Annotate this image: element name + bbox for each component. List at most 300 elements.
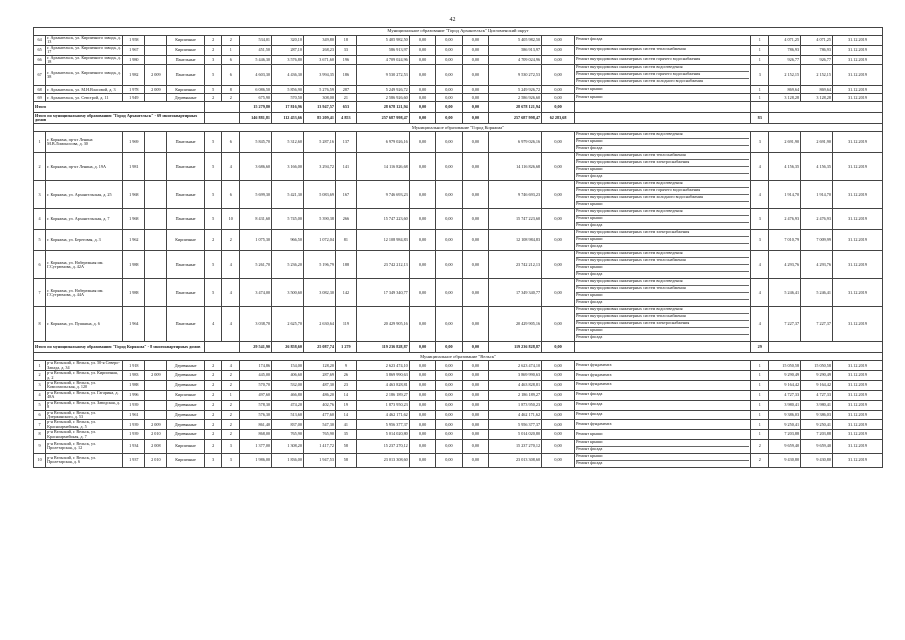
cell-p2: 3 128,28	[801, 94, 833, 102]
work-type: Ремонт фасада	[576, 446, 603, 451]
cell-fl: 3	[204, 55, 222, 65]
cell-fl: 2	[204, 45, 222, 55]
cell-f3: 0,00	[462, 361, 488, 371]
section-header	[34, 28, 883, 36]
cell-f1: 0,00	[409, 307, 435, 342]
cell-fl: 5	[204, 132, 222, 153]
cell-res: 33	[335, 45, 356, 55]
cell-a2: 1 308,20	[272, 439, 304, 453]
cell-addr: р-н Вельский, г. Вельск, ул. Красноармейская, д. 5	[46, 420, 123, 430]
cell-f3: 0,00	[462, 279, 488, 307]
cell-y2	[145, 279, 167, 307]
cell-date: 31.12.2019	[832, 400, 882, 410]
cell-a3: 128,20	[303, 361, 335, 371]
work-types-cell	[575, 410, 751, 420]
cell-date: 31.12.2019	[832, 45, 882, 55]
cell-ent: 2	[222, 400, 240, 410]
cell-res: 137	[335, 132, 356, 153]
cell-a2: 3 576,80	[272, 55, 304, 65]
cell-cost: 1 873 950,23	[356, 400, 409, 410]
cell-n: 6	[34, 410, 46, 420]
cell-cost: 2 186 189,27	[356, 390, 409, 400]
cell-y2	[145, 390, 167, 400]
cell-fl: 2	[204, 36, 222, 46]
cell-f2: 0,00	[436, 132, 462, 153]
total-res: 653	[335, 102, 356, 113]
cell-f2: 0,00	[436, 45, 462, 55]
cell-z: 0,00	[542, 181, 575, 209]
work-types-cell	[575, 55, 751, 65]
cell-p2: 5 246,41	[801, 279, 833, 307]
cell-own: 4 463 828,81	[489, 381, 542, 391]
cell-p2: 9 430,80	[801, 453, 833, 467]
cell-p2: 15 050,58	[801, 361, 833, 371]
cell-a3: 268,23	[303, 45, 335, 55]
cell-addr: г. Коряжма, пр-кт Ленина, д. 19А	[46, 153, 123, 181]
cell-ent: 4	[222, 279, 240, 307]
work-type: Ремонт фасада	[576, 244, 603, 249]
cell-y2	[145, 153, 167, 181]
cell-p2: 1 914,70	[801, 181, 833, 209]
cell-z: 0,00	[542, 65, 575, 86]
cell-n: 3	[34, 381, 46, 391]
cell-res: 287	[335, 86, 356, 94]
work-type: Ремонт фасада	[576, 392, 603, 397]
cell-a3: 3 994,35	[303, 65, 335, 86]
cell-p1: 4 071,25	[769, 36, 801, 46]
cell-cost: 5 014 020,80	[356, 430, 409, 440]
cell-ent: 4	[222, 153, 240, 181]
cell-ent: 2	[222, 371, 240, 381]
cell-addr: г. Коряжма, ул. Набережная им. Г.Сутрюмова, д. 44А	[46, 279, 123, 307]
cell-y2	[145, 181, 167, 209]
cell-date: 31.12.2019	[832, 94, 882, 102]
cell-n: 4	[34, 209, 46, 230]
cell-f2: 0,00	[436, 410, 462, 420]
cell-k: 1	[751, 86, 769, 94]
work-type: Ремонт фундамента	[576, 372, 612, 377]
work-type: Ремонт внутридомовых инженерных систем электроснабжения	[576, 160, 749, 167]
cell-f3: 0,00	[462, 410, 488, 420]
cell-f3: 0,00	[462, 420, 488, 430]
cell-p2: 2 691,90	[801, 132, 833, 153]
cell-y1: 1 961	[123, 410, 145, 420]
table-row	[34, 420, 883, 430]
cell-n: 66	[34, 55, 46, 65]
cell-date: 31.12.2019	[832, 209, 882, 230]
work-type: Ремонт фасада	[576, 335, 603, 340]
cell-a2: 474,20	[272, 400, 304, 410]
cell-fl: 2	[204, 230, 222, 251]
capital-repair-table	[33, 27, 883, 468]
cell-p2: 4 293,76	[801, 251, 833, 279]
cell-cost: 4 462 171,62	[356, 410, 409, 420]
cell-addr: г. Архангельск, ул. Севстрой, д. 11	[46, 94, 123, 102]
cell-n: 8	[34, 430, 46, 440]
cell-f3: 0,00	[462, 430, 488, 440]
cell-n: 2	[34, 153, 46, 181]
cell-a3: 3 294,72	[303, 153, 335, 181]
cell-a2: 5 745,00	[272, 209, 304, 230]
cell-z: 0,00	[542, 410, 575, 420]
work-type: Ремонт фундамента	[576, 362, 612, 367]
cell-p1: 9 250,41	[769, 420, 801, 430]
cell-p1: 2 152,15	[769, 65, 801, 86]
cell-k: 1	[751, 45, 769, 55]
cell-p1: 1 914,70	[769, 181, 801, 209]
cell-a3: 1 947,53	[303, 453, 335, 467]
cell-f1: 0,00	[409, 230, 435, 251]
cell-y1: 1 983	[123, 371, 145, 381]
cell-own: 5 956 377,37	[489, 420, 542, 430]
cell-a1: 445,00	[240, 371, 272, 381]
table-body	[34, 28, 883, 468]
table-row	[34, 132, 883, 153]
cell-p2: 869,64	[801, 86, 833, 94]
cell-fl: 5	[204, 86, 222, 94]
cell-ent: 6	[222, 55, 240, 65]
cell-f1: 0,00	[409, 55, 435, 65]
work-type: Ремонт внутридомовых инженерных систем теплоснабжения	[576, 314, 749, 321]
table-row	[34, 181, 883, 209]
cell-n: 65	[34, 45, 46, 55]
cell-mat: Панельные	[167, 279, 204, 307]
work-types-cell	[575, 251, 751, 279]
cell-fl: 5	[204, 65, 222, 86]
cell-f3: 0,00	[462, 181, 488, 209]
total-k: 83	[751, 113, 769, 124]
cell-mat: Кирпичные	[167, 86, 204, 94]
cell-f1: 0,00	[409, 400, 435, 410]
cell-own: 12 108 984,83	[489, 230, 542, 251]
work-type: Ремонт крыши	[576, 216, 749, 223]
total-f1: 0,00	[409, 342, 435, 353]
work-type: Ремонт внутридомовых инженерных систем водоотведения	[576, 65, 749, 72]
cell-res: 41	[335, 420, 356, 430]
cell-own: 2 186 189,27	[489, 390, 542, 400]
cell-f2: 0,00	[436, 65, 462, 86]
cell-ent: 2	[222, 36, 240, 46]
cell-addr: г. Архангельск, ул. Кирпичного завода, д. 18	[47, 55, 121, 65]
cell-own: 2 586 926,60	[489, 94, 542, 102]
cell-a2: 154,00	[272, 361, 304, 371]
cell-a1: 5 845,70	[240, 132, 272, 153]
cell-date: 31.12.2019	[832, 36, 882, 46]
cell-y2	[145, 94, 167, 102]
cell-f1: 0,00	[409, 251, 435, 279]
section-title: Муниципальное образование "Город Архангельск" Цигломенский округ	[34, 28, 883, 36]
work-type: Ремонт внутридомовых инженерных систем холодного водоснабжения	[576, 79, 703, 84]
cell-cost: 586 913,97	[356, 45, 409, 55]
cell-y1: 1 968	[123, 181, 145, 209]
section-title: Муниципальное образование "Город Коряжма"	[34, 124, 883, 132]
cell-k: 1	[751, 55, 769, 65]
cell-mat: Панельные	[167, 181, 204, 209]
cell-mat: Панельные	[167, 153, 204, 181]
total-own: 28 678 121,94	[489, 102, 542, 113]
work-type: Ремонт фундамента	[576, 382, 612, 387]
work-types-cell	[575, 400, 751, 410]
cell-own: 4 462 171,62	[489, 410, 542, 420]
cell-ent: 1	[222, 45, 240, 55]
cell-a2: 765,90	[272, 430, 304, 440]
work-type: Ремонт фасада	[576, 174, 603, 179]
cell-a1: 675,90	[240, 94, 272, 102]
cell-a2: 5 236,20	[272, 251, 304, 279]
cell-res: 23	[335, 381, 356, 391]
cell-z: 0,00	[542, 94, 575, 102]
cell-y1: 1 988	[123, 251, 145, 279]
work-types-cell	[575, 209, 751, 230]
table-row	[34, 390, 883, 400]
cell-own: 2 623 474,10	[489, 361, 542, 371]
cell-a2: 5 856,90	[272, 86, 304, 94]
work-type: Ремонт внутридомовых инженерных систем горячего водоснабжения	[576, 57, 701, 62]
cell-res: 14	[335, 390, 356, 400]
cell-p2: 2 476,93	[801, 209, 833, 230]
cell-fl: 2	[204, 430, 222, 440]
cell-k: 1	[751, 94, 769, 102]
cell-y1: 1 982	[123, 65, 145, 86]
cell-cost: 14 116 826,68	[356, 153, 409, 181]
cell-addr: г. Коряжма, ул. Береговая, д. 3	[46, 230, 123, 251]
work-types-cell	[575, 371, 751, 381]
cell-p2: 9 164,42	[801, 381, 833, 391]
work-type: Ремонт внутридомовых инженерных систем холодного водоснабжения	[576, 195, 749, 202]
cell-a3: 5 390,38	[303, 209, 335, 230]
work-type: Ремонт крыши	[576, 328, 749, 335]
work-types-cell	[575, 307, 751, 342]
cell-y1: 1 978	[123, 86, 145, 94]
cell-cost: 15 747 223,60	[356, 209, 409, 230]
work-type: Ремонт крыши	[576, 293, 749, 300]
cell-fl: 2	[204, 420, 222, 430]
table-row	[34, 371, 883, 381]
work-type: Ремонт крыши	[576, 440, 749, 447]
total-a2: 17 816,96	[272, 102, 304, 113]
cell-fl: 5	[204, 279, 222, 307]
total-a3: 85 209,41	[303, 113, 335, 124]
cell-res: 9	[335, 361, 356, 371]
cell-y1: 1 962	[123, 230, 145, 251]
cell-k: 1	[751, 390, 769, 400]
cell-addr: р-н Вельский, г. Вельск, ул. Пролетарская, д. 6	[46, 453, 123, 467]
cell-p1: 926,77	[769, 55, 801, 65]
cell-cost: 23 013 308,60	[356, 453, 409, 467]
cell-fl: 2	[204, 361, 222, 371]
cell-mat: Деревянные	[167, 400, 204, 410]
cell-cost: 5 249 926,72	[356, 86, 409, 94]
cell-a3: 308,00	[303, 94, 335, 102]
total-a3: 13 947,57	[303, 102, 335, 113]
cell-n: 6	[34, 251, 46, 279]
work-types-cell	[575, 420, 751, 430]
work-types-cell	[575, 361, 751, 371]
work-type: Ремонт внутридомовых инженерных систем теплоснабжения	[576, 286, 749, 293]
work-type: Ремонт внутридомовых инженерных систем водоотведения	[576, 279, 749, 286]
cell-k: 1	[751, 36, 769, 46]
cell-y1: 1 968	[123, 209, 145, 230]
work-type: Ремонт внутридомовых инженерных систем теплоснабжения	[576, 258, 749, 265]
cell-fl: 5	[204, 209, 222, 230]
cell-n: 9	[34, 439, 46, 453]
cell-res: 14	[335, 410, 356, 420]
cell-k: 4	[751, 181, 769, 209]
work-type: Ремонт фасада	[576, 460, 603, 465]
cell-cost: 4 463 828,81	[356, 381, 409, 391]
cell-p2: 7 203,88	[801, 430, 833, 440]
total-z: 62 283,68	[542, 113, 575, 124]
total-res: 1 279	[335, 342, 356, 353]
cell-p2: 2 152,15	[801, 65, 833, 86]
cell-f1: 0,00	[409, 420, 435, 430]
cell-addr: р-н Вельский, г. Вельск, ул. Кирпичная, д. 2	[46, 371, 123, 381]
cell-mat: Панельные	[167, 55, 204, 65]
cell-f3: 0,00	[462, 209, 488, 230]
cell-cost: 9 530 272,53	[356, 65, 409, 86]
cell-n: 7	[34, 420, 46, 430]
cell-addr: г. Архангельск, ул. Кирпичного завода, д. 38	[46, 65, 123, 86]
cell-f2: 0,00	[436, 400, 462, 410]
cell-p2: 7 009,99	[801, 230, 833, 251]
cell-a1: 1 377,00	[240, 439, 272, 453]
cell-n: 8	[34, 307, 46, 342]
cell-ent: 1	[222, 390, 240, 400]
cell-f3: 0,00	[462, 86, 488, 94]
cell-k: 1	[751, 420, 769, 430]
cell-p2: 9 290,49	[801, 371, 833, 381]
work-types-cell	[575, 181, 751, 209]
work-type: Ремонт крыши	[576, 454, 749, 461]
cell-y1: 1 939	[123, 430, 145, 440]
table-row	[34, 230, 883, 251]
total-a2: 26 858,60	[272, 342, 304, 353]
cell-a3: 5 276,59	[303, 86, 335, 94]
cell-a3: 487,30	[303, 381, 335, 391]
cell-a1: 174,86	[240, 361, 272, 371]
cell-k: 3	[751, 65, 769, 86]
cell-cost: 2 623 474,10	[356, 361, 409, 371]
work-types-cell	[575, 230, 751, 251]
cell-date: 31.12.2019	[832, 251, 882, 279]
cell-z: 0,00	[542, 390, 575, 400]
cell-fl: 4	[204, 307, 222, 342]
total-row	[34, 113, 883, 124]
cell-mat: Панельные	[167, 307, 204, 342]
work-type: Ремонт фасада	[576, 272, 603, 277]
cell-k: 4	[751, 251, 769, 279]
cell-res: 21	[335, 94, 356, 102]
cell-a3: 547,30	[303, 420, 335, 430]
table-row	[34, 209, 883, 230]
cell-res: 81	[335, 230, 356, 251]
cell-mat: Кирпичные	[167, 45, 204, 55]
cell-k: 1	[751, 400, 769, 410]
work-type: Ремонт крыши	[576, 265, 749, 272]
total-f3: 0,00	[462, 102, 488, 113]
total-a3: 25 087,74	[303, 342, 335, 353]
cell-addr: р-н Вельский, г. Вельск, ул. Дзержинского, д. 53	[46, 410, 123, 420]
cell-p1: 2 476,93	[769, 209, 801, 230]
cell-n: 10	[34, 453, 46, 467]
cell-f2: 0,00	[436, 36, 462, 46]
cell-k: 1	[751, 410, 769, 420]
cell-own: 20 429 905,16	[489, 307, 542, 342]
cell-a2: 3 500,60	[272, 279, 304, 307]
cell-a3: 486,20	[303, 390, 335, 400]
cell-addr: р-н Вельский, г. Вельск, ул. Гагарина, д. 48А	[46, 390, 123, 400]
cell-own: 17 349 340,77	[489, 279, 542, 307]
cell-z: 0,00	[542, 430, 575, 440]
cell-mat: Деревянные	[167, 410, 204, 420]
cell-n: 3	[34, 181, 46, 209]
table-row	[34, 86, 883, 94]
cell-a3: 287,69	[303, 371, 335, 381]
cell-fl: 5	[204, 251, 222, 279]
cell-addr: р-н Вельский, г. Вельск, ул. Красноармейская, д. 7	[46, 430, 123, 440]
cell-a1: 868,00	[240, 430, 272, 440]
cell-n: 2	[34, 371, 46, 381]
total-k: 29	[751, 342, 769, 353]
cell-f2: 0,00	[436, 381, 462, 391]
cell-a3: 5 287,16	[303, 132, 335, 153]
total-row	[34, 102, 883, 113]
cell-mat: Деревянные	[167, 94, 204, 102]
cell-addr: р-н Вельский, г. Вельск, ул. Комсомольская, д. 120	[46, 381, 123, 391]
work-type: Ремонт внутридомовых инженерных систем водоотведения	[576, 209, 749, 216]
cell-res: 35	[335, 430, 356, 440]
work-types-cell	[575, 439, 751, 453]
cell-date: 31.12.2019	[832, 381, 882, 391]
cell-f2: 0,00	[436, 453, 462, 467]
cell-res: 141	[335, 153, 356, 181]
cell-ent: 2	[222, 230, 240, 251]
cell-res: 18	[335, 36, 356, 46]
cell-f2: 0,00	[436, 251, 462, 279]
total-own: 119 236 828,87	[489, 342, 542, 353]
cell-p1: 9 164,42	[769, 381, 801, 391]
cell-n: 7	[34, 279, 46, 307]
cell-n: 5	[34, 400, 46, 410]
cell-y2: 2 009	[145, 371, 167, 381]
cell-k: 1	[751, 430, 769, 440]
cell-cost: 17 349 340,77	[356, 279, 409, 307]
cell-mat: Деревянные	[167, 381, 204, 391]
work-type: Ремонт фасада	[576, 300, 603, 305]
cell-a1: 497,60	[240, 390, 272, 400]
section-header	[34, 353, 883, 361]
cell-y2: 2 010	[145, 430, 167, 440]
cell-mat: Деревянные	[167, 430, 204, 440]
cell-p1: 9 386,03	[769, 410, 801, 420]
cell-k: 4	[751, 307, 769, 342]
cell-y1: 1 918	[123, 361, 145, 371]
cell-date: 31.12.2019	[832, 86, 882, 94]
cell-f3: 0,00	[462, 371, 488, 381]
cell-a1: 1 986,00	[240, 453, 272, 467]
cell-p2: 4 071,25	[801, 36, 833, 46]
cell-own: 9 746 693,23	[489, 181, 542, 209]
cell-f1: 0,00	[409, 390, 435, 400]
cell-a2: 466,80	[272, 390, 304, 400]
cell-cost: 6 979 026,16	[356, 132, 409, 153]
cell-cost: 2 586 926,60	[356, 94, 409, 102]
cell-f1: 0,00	[409, 181, 435, 209]
work-type: Ремонт фасада	[576, 223, 603, 228]
cell-z: 0,00	[542, 279, 575, 307]
cell-z: 0,00	[542, 439, 575, 453]
cell-p2: 926,77	[801, 55, 833, 65]
